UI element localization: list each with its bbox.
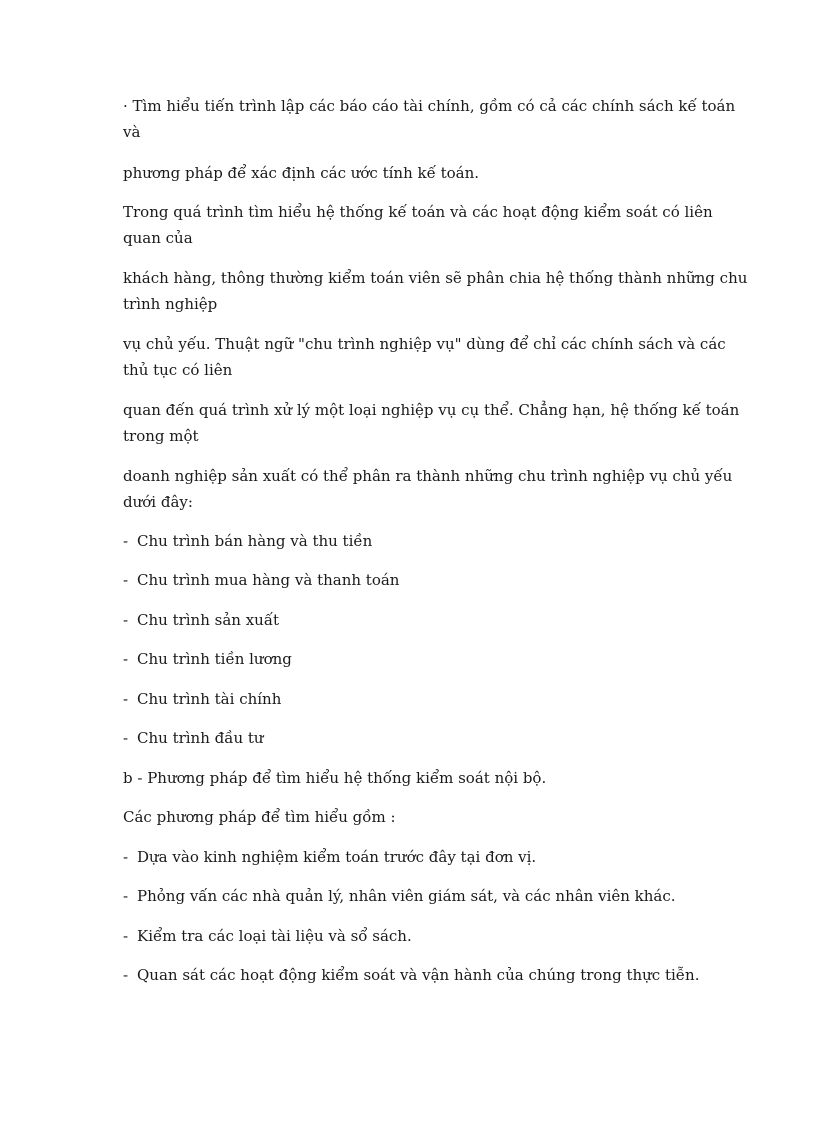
cycle-item-label: Chu trình mua hàng và thanh toán (137, 571, 400, 589)
paragraph-1-line-2: và (123, 123, 141, 141)
paragraph-7-line-1: doanh nghiệp sản xuất có thể phân ra thành những chu trình nghiệp vụ chủ yếu (123, 467, 733, 485)
cycle-list-item (123, 725, 708, 751)
bullet-dash: - (123, 887, 129, 905)
section-b-heading: b - Phương pháp để tìm hiểu hệ thống kiểm soát nội bộ. (123, 769, 547, 787)
method-item-label: Kiểm tra các loại tài liệu và sổ sách. (137, 927, 412, 945)
bullet-dash: - (123, 729, 129, 747)
paragraph-7-line-2: dưới đây: (123, 493, 193, 511)
method-item-label: Phỏng vấn các nhà quản lý, nhân viên giám sát, và các nhân viên khác. (137, 887, 676, 905)
bullet-dash: - (123, 611, 129, 629)
cycle-item-label: Chu trình tài chính (137, 690, 282, 708)
cycle-item-label: Chu trình bán hàng và thu tiền (137, 532, 373, 550)
method-list-item (123, 962, 708, 988)
paragraph-3-line-2: quan của (123, 229, 193, 247)
cycle-item-label: Chu trình tiền lương (137, 650, 292, 668)
bullet-dash: - (123, 532, 129, 550)
paragraph-5-line-2: thủ tục có liên (123, 361, 233, 379)
cycle-list-item (123, 646, 708, 672)
method-list-item (123, 923, 708, 949)
paragraph-4-line-2: trình nghiệp (123, 295, 218, 313)
paragraph-6-line-2: trong một (123, 427, 199, 445)
cycle-list-item (123, 567, 708, 593)
bullet-dash: - (123, 571, 129, 589)
bullet-dash: - (123, 927, 129, 945)
paragraph-6-line-1: quan đến quá trình xử lý một loại nghiệp vụ cụ thể. Chẳng hạn, hệ thống kế toán (123, 401, 740, 419)
paragraph-5-line-1: vụ chủ yếu. Thuật ngữ "chu trình nghiệp vụ" dùng để chỉ các chính sách và các (123, 335, 726, 353)
method-list-item (123, 883, 708, 909)
method-item-label: Dựa vào kinh nghiệm kiểm toán trước đây tại đơn vị. (137, 848, 537, 866)
paragraph-3-line-1: Trong quá trình tìm hiểu hệ thống kế toán và các hoạt động kiểm soát có liên (123, 203, 713, 221)
method-item-label: Quan sát các hoạt động kiểm soát và vận hành của chúng trong thực tiễn. (137, 966, 700, 984)
bullet-dash: - (123, 966, 129, 984)
methods-intro: Các phương pháp để tìm hiểu gồm : (123, 808, 396, 826)
cycle-list-item (123, 686, 708, 712)
method-list-item (123, 844, 708, 870)
paragraph-4-line-1: khách hàng, thông thường kiểm toán viên sẽ phân chia hệ thống thành những chu (123, 269, 748, 287)
paragraph-2-line-1: phương pháp để xác định các ước tính kế toán. (123, 164, 480, 182)
cycle-list-item (123, 607, 708, 633)
bullet-dash: - (123, 650, 129, 668)
cycle-item-label: Chu trình đầu tư (137, 729, 264, 747)
cycle-list-item (123, 528, 708, 554)
cycle-item-label: Chu trình sản xuất (137, 611, 280, 629)
paragraph-1-line-1: · Tìm hiểu tiến trình lập các báo cáo tài chính, gồm có cả các chính sách kế toán (123, 97, 736, 115)
bullet-dash: - (123, 848, 129, 866)
bullet-dash: - (123, 690, 129, 708)
